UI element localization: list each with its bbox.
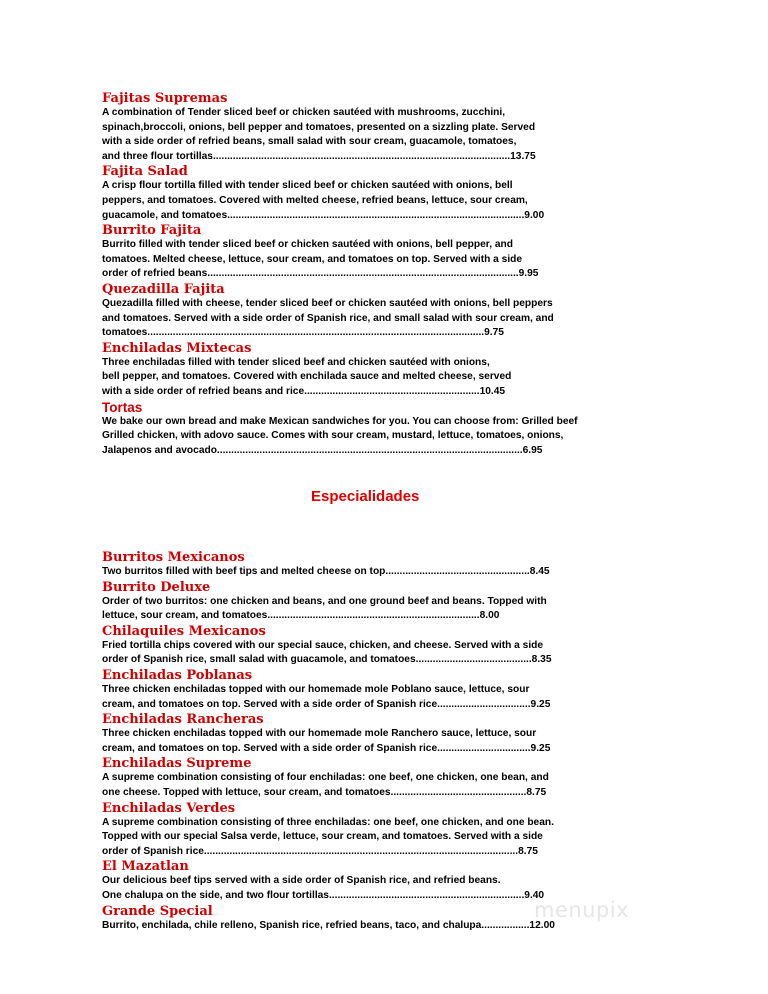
menu-item-title: Enchiladas Poblanas — [102, 667, 253, 683]
description-line: lettuce, sour cream, and tomatoes...........................................................................8.00 — [102, 610, 500, 622]
menu-item-description — [102, 356, 652, 400]
menu-item-title: Enchiladas Verdes — [102, 800, 236, 816]
menu-item — [102, 164, 652, 223]
description-line: A supreme combination consisting of three enchiladas: one beef, one chicken, and one bean. — [102, 816, 554, 828]
description-line: Burrito filled with tender sliced beef or chicken sautéed with onions, bell pepper, and — [102, 239, 513, 251]
menu-item — [102, 756, 652, 800]
description-line: and three flour tortillas.........................................................................................................13.75 — [102, 150, 536, 162]
menu-item-title: Fajita Salad — [102, 164, 188, 180]
menu-item-title: Burrito Deluxe — [102, 579, 211, 595]
menu-item-title: Fajitas Supremas — [102, 91, 228, 106]
description-line: Fried tortilla chips covered with our special sauce, chicken, and cheese. Served with a side — [102, 639, 544, 651]
description-line: cream, and tomatoes on top. Served with a side order of Spanish rice.................................9.25 — [102, 742, 551, 754]
menu-item-description — [102, 727, 652, 756]
description-line: bell pepper, and tomatoes. Covered with enchilada sauce and melted cheese, served — [102, 371, 512, 383]
menu-item — [102, 668, 652, 712]
menu-item — [102, 624, 652, 668]
description-line: Grilled chicken, with adovo sauce. Comes with sour cream, mustard, lettuce, tomatoes, onions, — [102, 430, 564, 442]
menu-section-especialidades — [102, 550, 652, 933]
menu-item-description — [102, 816, 652, 860]
menu-item — [102, 550, 652, 580]
menu-item-title: El Mazatlan — [102, 859, 189, 875]
description-line: Burrito, enchilada, chile relleno, Spanish rice, refried beans, taco, and chalupa.................12.00 — [102, 919, 555, 931]
menu-item-title: Grande Special — [102, 903, 213, 919]
description-line: Jalapenos and avocado............................................................................................................6.95 — [102, 444, 543, 456]
description-line: order of refried beans..............................................................................................................9.95 — [102, 268, 539, 280]
menu-item-description — [102, 683, 652, 712]
menu-item-description — [102, 238, 652, 282]
description-line: one cheese. Topped with lettuce, sour cream, and tomatoes................................................8.75 — [102, 786, 547, 798]
menu-item-description — [102, 106, 652, 164]
description-line: cream, and tomatoes on top. Served with a side order of Spanish rice.................................9.25 — [102, 698, 551, 710]
menu-item-description — [102, 565, 652, 580]
menu-item-description — [102, 297, 652, 341]
menu-item — [102, 223, 652, 282]
description-line: order of Spanish rice, small salad with guacamole, and tomatoes.........................................8.35 — [102, 654, 552, 666]
description-line: One chalupa on the side, and two flour tortillas.....................................................................9.40 — [102, 889, 545, 901]
description-line: guacamole, and tomatoes.........................................................................................................9.00 — [102, 209, 545, 221]
description-line: with a side order of refried beans and rice..............................................................10.45 — [102, 385, 506, 397]
menu-item-title: Quezadilla Fajita — [102, 281, 225, 297]
description-line: A supreme combination consisting of four enchiladas: one beef, one chicken, one bean, and — [102, 772, 549, 784]
menu-item — [102, 580, 652, 624]
description-line: A combination of Tender sliced beef or chicken sautéed with mushrooms, zucchini, — [102, 107, 506, 118]
menu-section-fajitas — [102, 91, 652, 458]
menu-item-title: Enchiladas Supreme — [102, 756, 252, 772]
menu-item — [102, 712, 652, 756]
description-line: Topped with our special Salsa verde, lettuce, sour cream, and tomatoes. Served with a side — [102, 831, 543, 843]
description-line: Order of two burritos: one chicken and beans, and one ground beef and beans. Topped with — [102, 595, 547, 607]
menu-item — [102, 859, 652, 903]
description-line: Two burritos filled with beef tips and melted cheese on top...................................................8.45 — [102, 566, 550, 577]
menu-item-description — [102, 639, 652, 668]
description-line: Three enchiladas filled with tender sliced beef and chicken sautéed with onions, — [102, 356, 490, 368]
menu-item-title: Enchiladas Mixtecas — [102, 340, 252, 356]
menu-item-title: Burritos Mexicanos — [102, 550, 245, 565]
menu-item — [102, 400, 652, 459]
menu-item — [102, 801, 652, 860]
menu-item-description — [102, 595, 652, 624]
menu-item-title: Tortas — [102, 399, 143, 415]
description-line: tomatoes. Melted cheese, lettuce, sour cream, and tomatoes on top. Served with a side — [102, 253, 523, 265]
menu-item — [102, 282, 652, 341]
description-line: tomatoes.......................................................................................................................9.75 — [102, 327, 504, 339]
description-line: Our delicious beef tips served with a side order of Spanish rice, and refried beans. — [102, 875, 501, 887]
description-line: We bake our own bread and make Mexican sandwiches for you. You can choose from: Grilled beef — [102, 415, 578, 427]
description-line: spinach,broccoli, onions, bell pepper and tomatoes, presented on a sizzling plate. Served — [102, 121, 536, 133]
menu-item-title: Burrito Fajita — [102, 223, 202, 239]
description-line: with a side order of refried beans, small salad with sour cream, guacamole, tomatoes, — [102, 136, 517, 148]
description-line: peppers, and tomatoes. Covered with melted cheese, refried beans, lettuce, sour cream, — [102, 194, 528, 206]
menu-item-description — [102, 415, 652, 459]
description-line: Quezadilla filled with cheese, tender sliced beef or chicken sautéed with onions, bell peppers — [102, 297, 553, 309]
menu-item-title: Enchiladas Rancheras — [102, 712, 264, 728]
description-line: A crisp flour tortilla filled with tender sliced beef or chicken sautéed with onions, bell — [102, 180, 513, 192]
watermark-logo: menupix — [534, 898, 630, 922]
section-heading-especialidades: Especialidades — [311, 488, 420, 505]
description-line: and tomatoes. Served with a side order of Spanish rice, and small salad with sour cream, and — [102, 312, 554, 324]
menu-item-title: Chilaquiles Mexicanos — [102, 623, 266, 639]
description-line: Three chicken enchiladas topped with our homemade mole Poblano sauce, lettuce, sour — [102, 683, 530, 695]
description-line: order of Spanish rice...............................................................................................................8.75 — [102, 845, 538, 857]
menu-item — [102, 91, 652, 164]
menu-item — [102, 341, 652, 400]
menu-item-description — [102, 179, 652, 223]
description-line: Three chicken enchiladas topped with our homemade mole Ranchero sauce, lettuce, sour — [102, 728, 537, 740]
menu-item-description — [102, 771, 652, 800]
